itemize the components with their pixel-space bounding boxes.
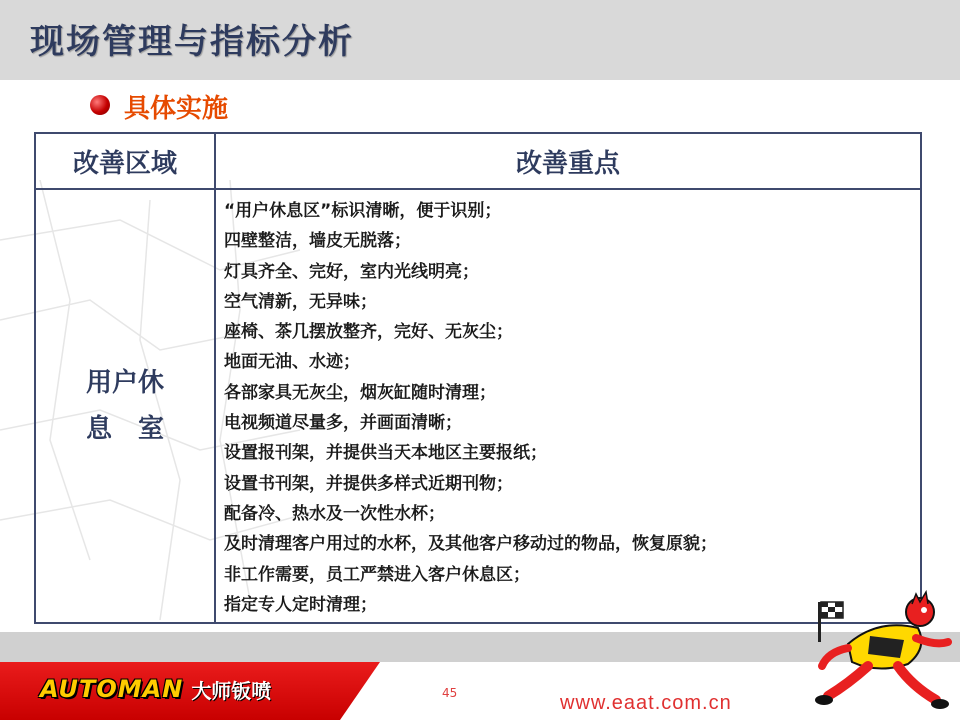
list-item: 指定专人定时清理； bbox=[224, 594, 377, 615]
title-bar bbox=[0, 0, 960, 80]
area-name-line2: 息 室 bbox=[85, 414, 164, 444]
list-item: 各部家具无灰尘，烟灰缸随时清理； bbox=[224, 382, 496, 403]
header-improvement-area: 改善区域 bbox=[35, 133, 215, 189]
slide-title: 现场管理与指标分析 bbox=[30, 22, 354, 62]
list-item: 设置报刊架，并提供当天本地区主要报纸； bbox=[224, 443, 547, 464]
website-url: www.eaat.com.cn bbox=[560, 692, 732, 714]
improvement-table bbox=[34, 132, 922, 624]
table-row bbox=[35, 189, 921, 623]
list-item: 设置书刊架，并提供多样式近期刊物； bbox=[224, 473, 513, 494]
focus-list-cell bbox=[215, 189, 921, 623]
list-item: 四壁整洁，墙皮无脱落； bbox=[224, 231, 411, 252]
header-improvement-focus: 改善重点 bbox=[215, 133, 921, 189]
list-item: “用户休息区”标识清晰，便于识别； bbox=[224, 201, 502, 221]
area-cell bbox=[35, 189, 215, 623]
table-header-row bbox=[35, 133, 921, 189]
area-name-line1: 用户休 bbox=[85, 368, 164, 398]
logo-chinese-text: 大师钣喷 bbox=[191, 678, 272, 703]
list-item: 灯具齐全、完好，室内光线明亮； bbox=[224, 261, 479, 282]
list-item: 地面无油、水迹； bbox=[224, 352, 360, 373]
automan-logo bbox=[40, 672, 271, 706]
list-item: 空气清新，无异味； bbox=[224, 291, 377, 312]
bullet-icon bbox=[90, 95, 110, 115]
page-number: 45 bbox=[442, 686, 458, 700]
section-subtitle: 具体实施 bbox=[124, 94, 229, 124]
list-item: 电视频道尽量多，并画面清晰； bbox=[224, 413, 462, 434]
list-item: 配备冷、热水及一次性水杯； bbox=[224, 503, 445, 524]
list-item: 座椅、茶几摆放整齐，完好、无灰尘； bbox=[224, 322, 513, 343]
list-item: 及时清理客户用过的水杯，及其他客户移动过的物品，恢复原貌； bbox=[224, 534, 717, 555]
list-item: 非工作需要，员工严禁进入客户休息区； bbox=[224, 564, 530, 585]
running-mascot-icon bbox=[808, 588, 956, 718]
logo-text: AUTOMAN bbox=[40, 675, 184, 703]
